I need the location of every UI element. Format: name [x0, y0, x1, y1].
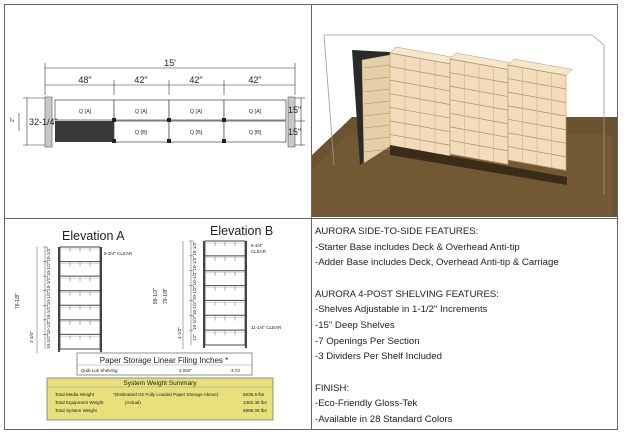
elevA-spacing-5: 10-1/2"	[46, 305, 51, 320]
finish-feature-1: -Eco-Friendly Gloss-Tek	[315, 398, 418, 410]
elevA-spacing-7: 10-1/2"	[46, 334, 51, 349]
elev-b-top-dim: 6-3/4"	[251, 243, 263, 248]
elevB-spacing-3: 10-1/2"	[192, 270, 197, 286]
overall-width-label: 15'	[164, 58, 176, 68]
plan-view	[5, 5, 310, 217]
right-top-dim: 15"	[288, 105, 302, 115]
row-a-label-4: Q [A]	[248, 109, 262, 115]
weight-summary-title: System Weight Summary	[123, 380, 197, 387]
weight-row-1-label: Total Media Weight	[55, 392, 94, 397]
elev-b-overall-height: 89-1/2"	[153, 288, 159, 304]
shelving-feature-1: -Shelves Adjustable in 1-1/2" Increments	[315, 304, 488, 316]
elev-b-base-dim: 4-1/2"	[177, 327, 182, 339]
row-a-label-3: Q [A]	[189, 109, 203, 115]
weight-row-1-note: *(Estimated On Fully Loaded Paper Storage Above)	[113, 392, 219, 397]
row-b-label-1: Q [B]	[134, 130, 148, 136]
small-depth-label: 2"	[10, 117, 16, 122]
elevB-spacing-2: 10-1/2"	[192, 256, 197, 271]
linear-filing-title: Paper Storage Linear Filing Inches *	[99, 356, 229, 365]
depth-label: 32-1/4"	[29, 117, 58, 127]
elevB-spacing-5: 10-1/2"	[192, 300, 197, 316]
elev-b-inner-height: 79-1/8"	[163, 288, 169, 304]
shelving-feature-3: -7 Openings Per Section	[315, 335, 420, 347]
row-a-label-2: Q [A]	[134, 109, 148, 115]
features-list	[315, 224, 615, 428]
weight-row-3-label: Total System Weight	[55, 408, 97, 413]
shelving-3d-render	[312, 5, 617, 217]
section-width-3: 42"	[189, 75, 203, 85]
elev-b-bottom-clear: 11-1/4" CLEAR	[251, 325, 282, 330]
shelving-title: AURORA 4-POST SHELVING FEATURES:	[315, 288, 499, 300]
elevB-spacing-6: 10-1/2"	[192, 315, 197, 330]
row-b-label-2: Q [B]	[189, 130, 203, 136]
weight-row-3-value: 6998.09 lbs	[243, 408, 267, 413]
elev-a-clear: 9-3/4" CLEAR	[104, 251, 133, 256]
right-bottom-dim: 15"	[288, 127, 302, 137]
finish-feature-2: -Available in 28 Standard Colors	[315, 414, 453, 426]
finish-title: FINISH:	[315, 382, 350, 394]
elev-a-overall-height: 76-1/8"	[15, 293, 21, 309]
side-feature-2: -Adder Base includes Deck, Overhead Anti-tip & Carriage	[315, 257, 559, 269]
shelving-feature-4: -3 Dividers Per Shelf Included	[315, 351, 442, 363]
section-width-1: 48"	[78, 75, 92, 85]
elevation-b-title: Elevation B	[210, 224, 274, 238]
shelving-feature-2: -15" Deep Shelves	[315, 320, 395, 332]
section-width-4: 42"	[248, 75, 262, 85]
linear-filing-row-extra: 3.73	[231, 368, 240, 373]
weight-row-1-value: 5635.6 lbs	[243, 392, 265, 397]
linear-filing-row-value: 2,002"	[179, 368, 192, 373]
elevB-spacing-7: 12"	[192, 334, 197, 341]
elevA-spacing-4: 10-1/2"	[46, 290, 51, 306]
elevation-b-drawing	[183, 241, 247, 349]
elevA-spacing-3: 10-1/2"	[46, 276, 51, 291]
section-width-2: 42"	[134, 75, 148, 85]
weight-row-2-note: (Actual)	[125, 400, 141, 405]
weight-row-2-label: Total Equipment Weight	[55, 400, 104, 405]
elevB-spacing-4: 10-1/2"	[192, 285, 197, 301]
weight-row-2-value: 1362.49 lbs	[243, 400, 267, 405]
side-to-side-title: AURORA SIDE-TO-SIDE FEATURES:	[315, 226, 479, 237]
side-feature-1: -Starter Base includes Deck & Overhead Anti-tip	[315, 241, 520, 253]
row-b-label-3: Q [B]	[248, 130, 262, 136]
elevB-spacing-1: 10-1/2"	[192, 241, 197, 256]
elevation-a-drawing	[37, 247, 102, 353]
elevA-spacing-6: 10-1/2"	[46, 319, 51, 335]
elevA-spacing-1: 10-1/2"	[46, 247, 51, 262]
elev-a-base-dim: 2-3/4"	[29, 331, 34, 343]
elev-b-top-clear: CLEAR	[251, 249, 267, 254]
linear-filing-row-label: Quik-Lok Shelving	[81, 368, 118, 373]
elevA-spacing-2: 10-1/2"	[46, 261, 51, 277]
elevations	[5, 219, 310, 429]
row-a-label-1: Q [A]	[78, 109, 92, 115]
elevation-a-title: Elevation A	[62, 229, 125, 243]
